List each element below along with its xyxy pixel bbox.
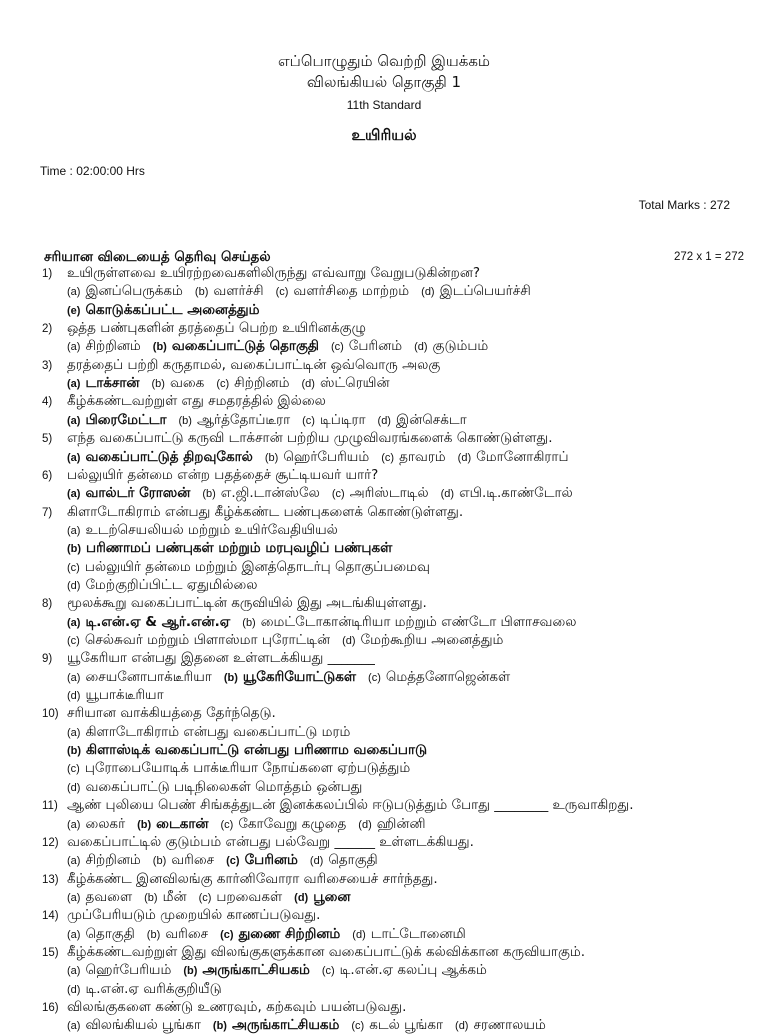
answer-option-correct — [67, 485, 190, 503]
question-number: 3) — [42, 359, 53, 372]
answer-option — [414, 338, 488, 356]
option-letter: (a) — [67, 818, 81, 831]
question-number: 12) — [42, 836, 59, 849]
subject-title: உயிரியல் — [351, 126, 417, 144]
option-text: கிளாடோகிராம் என்பது வகைப்பாட்டு மரம் — [85, 723, 351, 740]
option-text: இடப்பெயர்ச்சி — [439, 283, 531, 300]
option-text: வகை — [169, 375, 205, 392]
option-letter: (d) — [377, 414, 391, 427]
answer-option — [351, 1017, 443, 1035]
option-letter: (c) — [226, 855, 240, 868]
option-text: பேரினம் — [244, 852, 298, 869]
option-letter: (e) — [67, 304, 81, 317]
question-number: 11) — [42, 800, 58, 813]
option-letter: (b) — [178, 414, 192, 427]
answer-option — [67, 522, 338, 540]
answer-option-correct — [67, 614, 230, 632]
volume-title: விலங்கியல் தொகுதி 1 — [306, 73, 462, 91]
option-text: டாட்டோனைமி — [370, 925, 466, 942]
answer-option — [322, 962, 487, 980]
option-letter: (b) — [152, 855, 167, 868]
option-text: வகைப்பாட்டுத் திறவுகோல் — [85, 448, 253, 465]
answer-option — [301, 375, 389, 393]
answer-option — [144, 889, 186, 907]
option-text: மேற்குறிப்பிட்ட ஏதுமில்லை — [85, 576, 258, 593]
option-letter: (d) — [414, 341, 428, 354]
answer-option — [67, 962, 171, 980]
answer-option — [458, 449, 569, 467]
option-text: பூனை — [313, 888, 351, 905]
answer-option — [195, 283, 264, 301]
option-letter: (c) — [67, 635, 80, 647]
answer-option — [67, 283, 183, 301]
answer-option-correct — [67, 302, 259, 320]
option-letter: (a) — [67, 891, 81, 904]
option-letter: (c) — [275, 286, 289, 299]
answer-option — [179, 412, 291, 430]
option-text: வகைப்பாட்டுத் தொகுதி — [171, 338, 319, 355]
answer-option — [67, 724, 350, 742]
answer-option — [153, 852, 214, 870]
question-text: தரத்தைப் பற்றி கருதாமல், வகைப்பாட்டின் ஒவ்வொரு அலகு — [67, 356, 441, 373]
answer-option — [67, 669, 212, 687]
answer-option — [67, 760, 410, 778]
option-letter: (c) — [331, 488, 345, 501]
answer-option-correct — [67, 412, 167, 430]
option-text: சரணாலயம் — [473, 1017, 546, 1034]
option-text: தவளை — [85, 888, 133, 905]
option-text: அருங்காட்சியகம் — [202, 962, 310, 979]
option-text: வளர்சிதை மாற்றம் — [293, 283, 410, 300]
option-text: கடல் பூங்கா — [369, 1017, 444, 1034]
option-text: பிரைமேட்டா — [85, 411, 167, 428]
option-letter: (c) — [351, 1020, 365, 1033]
question-text: உயிருள்ளவை உயிரற்றவைகளிலிருந்து எவ்வாறு வேறுபடுகின்றன? — [67, 265, 481, 281]
option-text: ஹின்னி — [376, 815, 426, 832]
option-letter: (a) — [67, 671, 81, 684]
section-marks: 272 x 1 = 272 — [673, 251, 744, 263]
answer-option — [67, 338, 141, 356]
option-letter: (c) — [198, 891, 212, 904]
option-text: குடும்பம் — [432, 338, 489, 355]
answer-option — [276, 283, 410, 301]
answer-option — [242, 614, 576, 632]
question-number: 5) — [42, 433, 53, 446]
option-text: புரோபையோடிக் பாக்டீரியா நோய்களை ஏற்படுத்தும் — [84, 760, 411, 777]
option-text: இனப்பெருக்கம் — [85, 283, 183, 300]
question-number: 16) — [42, 1002, 59, 1014]
option-letter: (c) — [220, 818, 234, 831]
option-letter: (b) — [137, 818, 152, 831]
option-letter: (a) — [67, 928, 81, 941]
option-text: அரிஸ்டாடில் — [349, 485, 429, 502]
answer-option-correct — [224, 669, 356, 687]
question-number: 2) — [42, 323, 53, 336]
question-text: கீழ்க்கண்ட இனவிலங்கு கார்னிவோரா வரிசையைச் சார்ந்தது. — [67, 870, 438, 887]
option-letter: (b) — [212, 1020, 227, 1033]
answer-option-correct — [226, 852, 298, 870]
section-title: சரியான விடையைத் தெரிவு செய்தல் — [44, 249, 271, 265]
option-letter: (d) — [342, 635, 356, 647]
question-text: வகைப்பாட்டில் குடும்பம் என்பது பல்வேறு ______ உள்ளடக்கியது. — [67, 833, 474, 850]
answer-option — [147, 926, 208, 944]
option-text: லைகர் — [85, 815, 126, 832]
answer-option — [381, 449, 445, 467]
option-text: யூபாக்டீரியா — [85, 687, 164, 704]
option-text: ஸ்ட்ரெயின் — [319, 375, 390, 392]
option-text: மேற்கூறிய அனைத்தும் — [360, 632, 504, 648]
option-letter: (a) — [67, 451, 81, 464]
option-text: டி.என்.ஏ & ஆர்.என்.ஏ — [85, 613, 231, 630]
option-letter: (a) — [67, 341, 81, 354]
option-letter: (d) — [455, 1020, 469, 1033]
option-text: சிற்றினம் — [85, 852, 141, 869]
answer-option — [202, 485, 319, 503]
option-text: மைட்டோகான்டிரியா மற்றும் எண்டோ பிளாசவலை — [260, 613, 577, 630]
option-text: பறவைகள் — [216, 888, 283, 905]
option-letter: (b) — [67, 543, 82, 556]
option-text: கோவேறு கழுதை — [238, 815, 347, 832]
question-number: 15) — [42, 946, 59, 959]
option-text: பல்லுயிர் தன்மை மற்றும் இனத்தொடர்பு தொகுப்பமைவு — [84, 558, 430, 575]
option-text: சிற்றினம் — [234, 375, 290, 392]
answer-option — [152, 375, 205, 393]
option-text: வரிசை — [171, 852, 215, 869]
option-letter: (c) — [321, 965, 335, 978]
option-letter: (b) — [144, 891, 158, 904]
question-text: கீழ்க்கண்டவற்றுள் எது சமதரத்தில் இல்லை — [67, 393, 326, 410]
option-text: தாவரம் — [399, 448, 446, 465]
answer-option — [199, 889, 283, 907]
question-text: விலங்குகளை கண்டு உணரவும், கற்கவும் பயன்படுவது. — [67, 999, 407, 1015]
answer-option — [67, 852, 141, 870]
answer-option-correct — [294, 889, 350, 907]
answer-option — [67, 779, 362, 797]
option-text: கிளாஸ்டிக் வகைப்பாட்டு என்பது பரிணாம வகைப்பாடு — [86, 742, 428, 759]
option-letter: (b) — [202, 488, 216, 501]
option-text: சிற்றினம் — [85, 338, 141, 355]
answer-option — [67, 632, 330, 650]
option-letter: (c) — [368, 671, 381, 684]
question-number: 9) — [42, 653, 53, 666]
answer-option — [67, 559, 430, 577]
answer-option — [67, 816, 125, 834]
exam-time: Time : 02:00:00 Hrs — [40, 164, 145, 178]
option-letter: (c) — [381, 451, 395, 464]
answer-option-correct — [67, 540, 392, 558]
option-letter: (a) — [67, 616, 81, 629]
option-letter: (a) — [67, 855, 81, 868]
answer-option — [331, 338, 402, 356]
question-text: கிளாடோகிராம் என்பது கீழ்க்கண்ட பண்புகளைக் கொண்டுள்ளது. — [67, 503, 464, 520]
question-number: 6) — [42, 469, 53, 482]
option-letter: (d) — [440, 488, 455, 501]
option-text: டி.என்.ஏ வரிக்குறியீடு — [85, 980, 222, 997]
question-text: முப்பேரியடும் முறையில் காணப்படுவது. — [67, 907, 321, 924]
option-letter: (b) — [223, 671, 238, 684]
total-marks: Total Marks : 272 — [638, 198, 730, 212]
option-letter: (d) — [421, 286, 435, 299]
option-letter: (b) — [151, 378, 165, 391]
option-letter: (d) — [67, 579, 81, 592]
question-text: ஒத்த பண்புகளின் தரத்தைப் பெற்ற உயிரினக்குழு — [67, 320, 366, 337]
question-text: சரியான வாக்கியத்தை தேர்ந்தெடு. — [67, 705, 276, 722]
option-letter: (c) — [67, 763, 80, 776]
option-text: செல்சுவர் மற்றும் பிளாஸ்மா புரோட்டின் — [84, 632, 331, 648]
answer-option-correct — [183, 962, 309, 980]
option-letter: (d) — [67, 983, 81, 996]
answer-option-correct — [213, 1017, 339, 1035]
answer-option-correct — [67, 375, 140, 393]
option-text: மெத்தனோஜென்கள் — [385, 668, 511, 685]
option-text: தொகுதி — [328, 852, 378, 869]
answer-option — [67, 889, 132, 907]
question-number: 7) — [42, 506, 53, 519]
option-letter: (c) — [330, 341, 344, 354]
option-letter: (d) — [358, 818, 372, 831]
option-text: மீன் — [162, 888, 187, 905]
option-letter: (b) — [183, 965, 198, 978]
option-letter: (a) — [67, 414, 81, 427]
option-letter: (d) — [352, 928, 366, 941]
answer-option — [67, 577, 257, 595]
answer-option-correct — [220, 926, 340, 944]
option-text: சையனோபாக்டீரியா — [85, 668, 212, 685]
question-text: மூலக்கூறு வகைப்பாட்டின் கருவியில் இது அடங்கியுள்ளது. — [67, 595, 427, 612]
answer-option — [332, 485, 429, 503]
question-number: 10) — [42, 708, 59, 721]
answer-option — [67, 926, 135, 944]
answer-option — [358, 816, 425, 834]
answer-option — [67, 981, 222, 999]
question-number: 14) — [42, 910, 59, 923]
option-letter: (c) — [302, 414, 315, 427]
option-letter: (c) — [216, 378, 230, 391]
answer-option-correct — [67, 742, 427, 760]
option-text: இன்செக்டா — [395, 411, 467, 428]
option-text: டாக்சான் — [85, 375, 140, 392]
option-letter: (b) — [242, 616, 256, 629]
option-text: விலங்கியல் பூங்கா — [85, 1017, 201, 1034]
answer-option — [220, 816, 346, 834]
option-letter: (d) — [294, 891, 309, 904]
answer-option — [421, 283, 531, 301]
question-text: கீழ்க்கண்டவற்றுள் இது விலங்குகளுக்கான வகைப்பாட்டுக் கல்விக்கான கருவியாகும். — [67, 943, 586, 960]
answer-option — [67, 1017, 201, 1035]
question-text: எந்த வகைப்பாட்டு கருவி டாக்சான் பற்றிய முழுவிவரங்களைக் கொண்டுள்ளது. — [67, 430, 553, 447]
option-text: மோனோகிராப் — [476, 448, 569, 465]
movement-title: எப்பொழுதும் வெற்றி இயக்கம் — [277, 52, 491, 70]
question-number: 8) — [42, 598, 53, 611]
option-text: தொகுதி — [85, 925, 135, 942]
standard-label: 11th Standard — [346, 98, 422, 112]
answer-option — [265, 449, 369, 467]
question-text: ஆண் புலியை பெண் சிங்கத்துடன் இனக்கலப்பில் ஈடுபடுத்தும் போது ________ உருவாகிறது. — [67, 797, 634, 814]
answer-option — [441, 485, 573, 503]
option-text: வால்டர் ரோஸன் — [85, 485, 191, 502]
option-letter: (d) — [309, 855, 324, 868]
option-text: வரிசை — [165, 925, 209, 942]
option-letter: (a) — [67, 378, 81, 391]
answer-option — [368, 669, 510, 687]
option-letter: (a) — [67, 726, 81, 739]
option-letter: (d) — [67, 781, 81, 794]
answer-option-correct — [67, 449, 253, 467]
option-text: பேரினம் — [348, 338, 403, 355]
option-letter: (d) — [301, 378, 315, 391]
option-letter: (c) — [67, 561, 80, 574]
option-letter: (b) — [152, 341, 167, 354]
option-text: டைகான் — [156, 815, 209, 832]
answer-option — [216, 375, 289, 393]
answer-option — [302, 412, 365, 430]
option-letter: (b) — [146, 928, 161, 941]
answer-option — [378, 412, 467, 430]
question-text: பல்லுயிர் தன்மை என்ற பதத்தைச் சூட்டியவர் யார்? — [67, 466, 379, 483]
option-letter: (a) — [67, 524, 81, 537]
option-text: டிப்டிரா — [319, 411, 366, 428]
option-letter: (a) — [67, 1020, 81, 1033]
option-text: ஹெர்பேரியம் — [283, 448, 370, 465]
question-number: 13) — [42, 873, 59, 886]
answer-option — [310, 852, 378, 870]
option-text: கொடுக்கப்பட்ட அனைத்தும் — [85, 301, 260, 318]
option-text: அருங்காட்சியகம் — [231, 1017, 340, 1034]
question-number: 4) — [42, 396, 53, 409]
answer-option-correct — [153, 338, 319, 356]
option-letter: (a) — [67, 965, 81, 978]
option-letter: (b) — [67, 745, 82, 758]
option-text: டி.என்.ஏ கலப்பு ஆக்கம் — [339, 962, 487, 979]
answer-option — [455, 1017, 546, 1035]
answer-option-correct — [137, 816, 208, 834]
option-letter: (b) — [264, 451, 279, 464]
option-text: உடற்செயலியல் மற்றும் உயிர்வேதியியல் — [85, 521, 338, 538]
option-text: துணை சிற்றினம் — [238, 925, 341, 942]
option-letter: (b) — [194, 286, 209, 299]
answer-option — [352, 926, 466, 944]
option-text: ஹெர்பேரியம் — [85, 962, 172, 979]
answer-option — [67, 687, 164, 705]
option-text: யூகேரியோட்டுகள் — [242, 668, 357, 685]
option-letter: (a) — [67, 488, 81, 501]
option-text: எ.ஜி.டான்ஸ்லே — [220, 485, 320, 502]
option-text: பரிணாமப் பண்புகள் மற்றும் மரபுவழிப் பண்புகள் — [86, 540, 393, 557]
option-text: வளர்ச்சி — [213, 283, 264, 300]
option-text: எபி.டி.காண்டோல் — [459, 485, 573, 502]
option-text: ஆர்த்தோப்டீரா — [196, 411, 291, 428]
option-letter: (c) — [220, 928, 234, 941]
option-letter: (d) — [67, 690, 81, 703]
answer-option — [342, 632, 503, 650]
option-letter: (a) — [67, 286, 81, 299]
question-number: 1) — [42, 268, 53, 280]
question-text: யூகேரியா என்பது இதனை உள்ளடக்கியது _______ — [67, 650, 375, 667]
option-text: வகைப்பாட்டு படிநிலைகள் மொத்தம் ஒன்பது — [85, 778, 363, 795]
option-letter: (d) — [457, 451, 472, 464]
